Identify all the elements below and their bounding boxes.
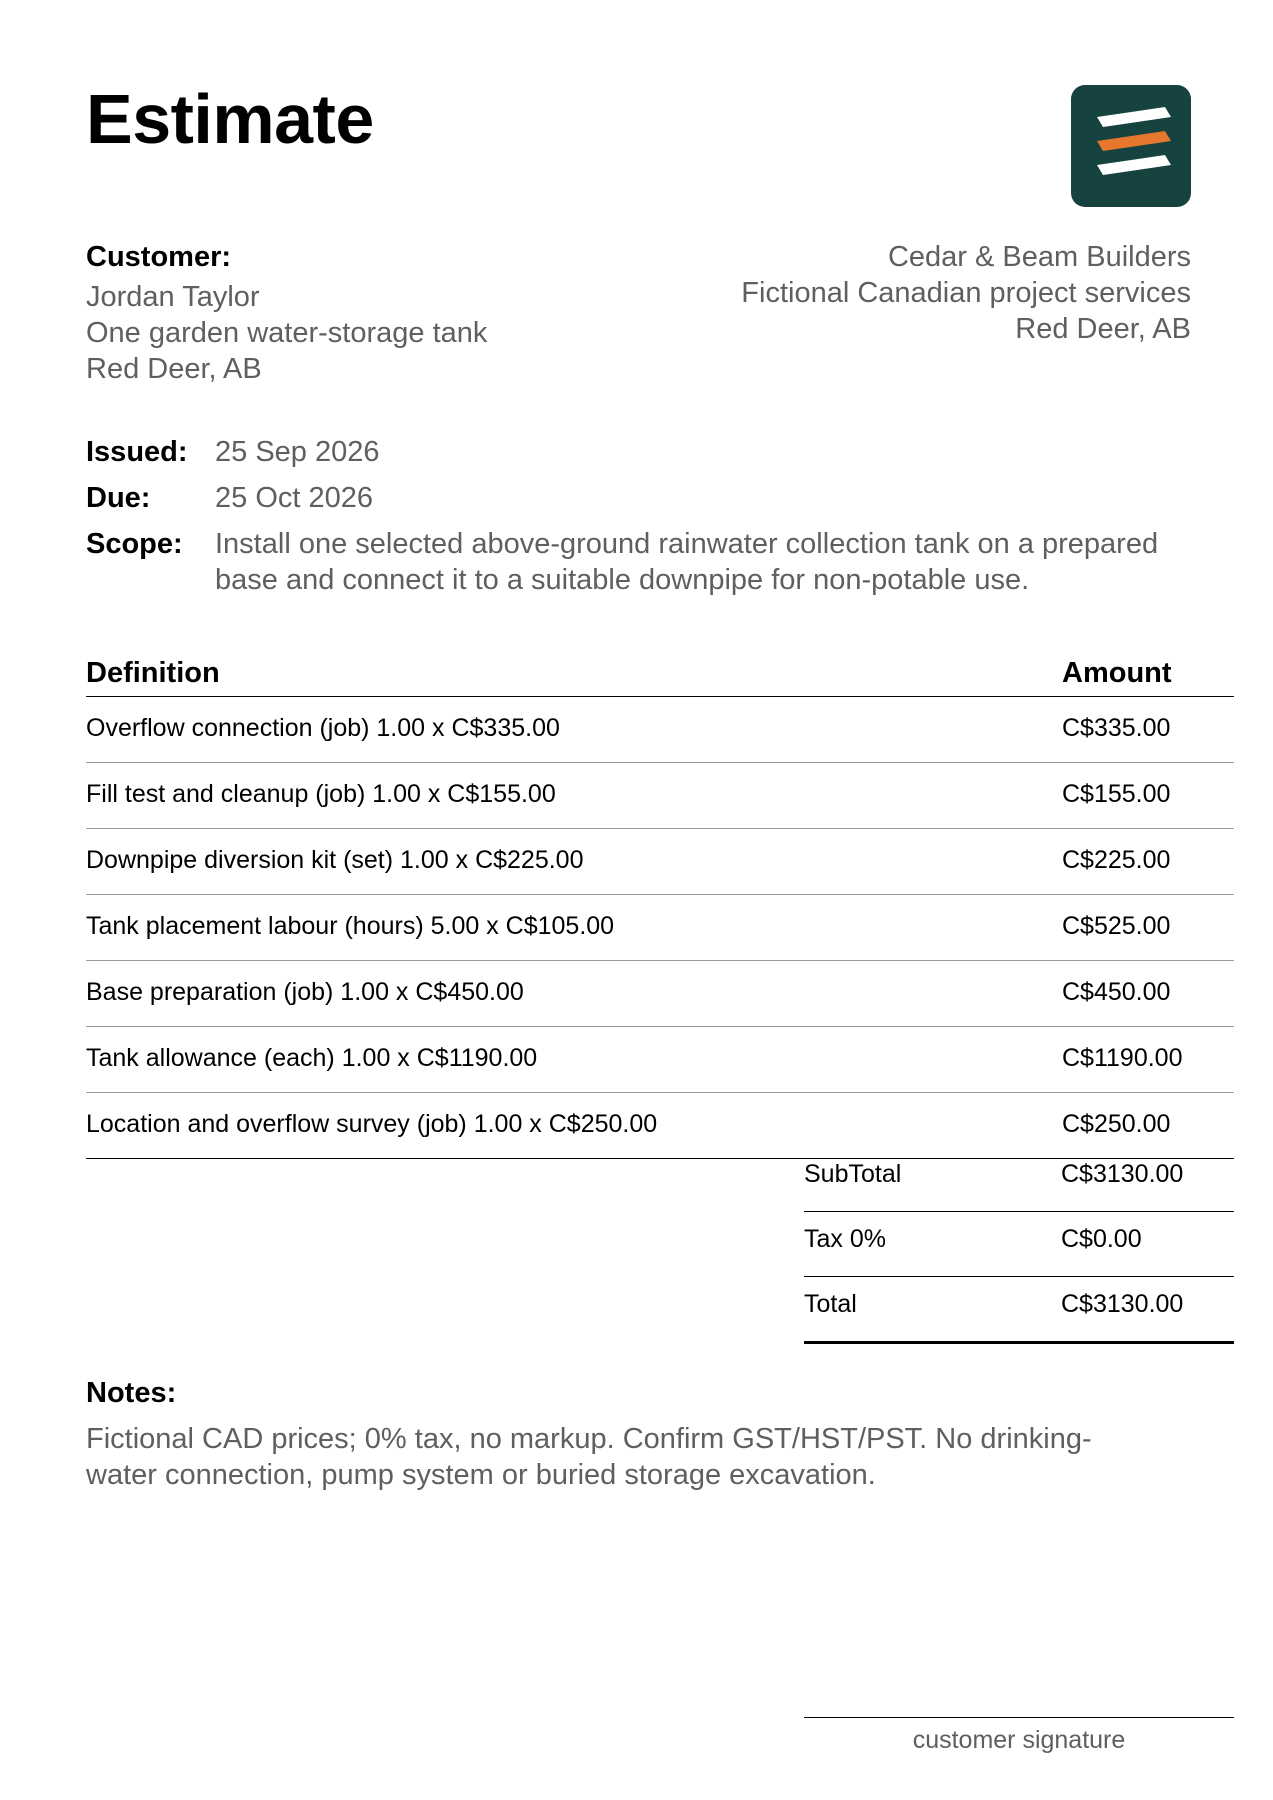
subtotal-label: SubTotal [804,1160,902,1188]
definition-header: Definition [86,657,220,689]
page-title: Estimate [86,80,374,158]
item-definition: Location and overflow survey (job) 1.00 x C$250.00 [86,1110,658,1138]
item-amount: C$525.00 [1062,912,1171,940]
item-definition: Overflow connection (job) 1.00 x C$335.00 [86,714,560,742]
item-definition: Fill test and cleanup (job) 1.00 x C$155.00 [86,780,556,808]
item-amount: C$335.00 [1062,714,1171,742]
table-row [86,829,1234,895]
amount-header: Amount [1062,657,1172,689]
tax-row [804,1212,1234,1277]
due-label: Due: [86,482,151,514]
company-logo-icon [1071,85,1191,207]
item-definition: Tank placement labour (hours) 5.00 x C$105.00 [86,912,615,940]
item-amount: C$155.00 [1062,780,1171,808]
subtotal-row [804,1147,1234,1212]
item-amount: C$1190.00 [1062,1044,1183,1072]
issued-label: Issued: [86,436,188,468]
scope-label: Scope: [86,528,183,560]
table-header [86,651,1234,697]
customer-name: Jordan Taylor [86,281,260,313]
scope-line-1: Install one selected above-ground rainwater collection tank on a prepared [215,528,1159,560]
notes-line-2: water connection, pump system or buried storage excavation. [86,1459,876,1491]
scope-row [86,526,1236,598]
item-definition: Tank allowance (each) 1.00 x C$1190.00 [86,1044,538,1072]
item-definition: Downpipe diversion kit (set) 1.00 x C$225.00 [86,846,584,874]
scope-line-2: base and connect it to a suitable downpipe for non-potable use. [215,564,1030,596]
table-row [86,763,1234,829]
item-amount: C$450.00 [1062,978,1171,1006]
notes-line-1: Fictional CAD prices; 0% tax, no markup. Confirm GST/HST/PST. No drinking- [86,1423,1092,1455]
table-row [86,895,1234,961]
estimate-meta [86,434,1236,598]
due-row [86,480,1236,526]
line-items-table [86,651,1234,1159]
total-label: Total [804,1290,857,1318]
total-value: C$3130.00 [1061,1290,1184,1318]
table-row [86,961,1234,1027]
due-date: 25 Oct 2026 [215,482,373,514]
signature-label: customer signature [912,1726,1126,1754]
item-amount: C$225.00 [1062,846,1171,874]
customer-project: One garden water-storage tank [86,317,488,349]
table-row [86,697,1234,763]
company-location: Red Deer, AB [1015,313,1191,345]
signature-line[interactable] [804,1717,1234,1718]
subtotal-value: C$3130.00 [1061,1160,1184,1188]
customer-location: Red Deer, AB [86,353,262,385]
company-block [741,239,1191,347]
notes-block [86,1375,1186,1493]
item-definition: Base preparation (job) 1.00 x C$450.00 [86,978,524,1006]
total-row [804,1277,1234,1344]
customer-block [86,239,487,387]
tax-label: Tax 0% [804,1225,886,1253]
issued-date: 25 Sep 2026 [215,436,380,468]
table-row [86,1027,1234,1093]
item-amount: C$250.00 [1062,1110,1171,1138]
issued-row [86,434,1236,480]
company-tagline: Fictional Canadian project services [741,277,1191,309]
tax-value: C$0.00 [1061,1225,1142,1253]
notes-label: Notes: [86,1377,177,1409]
totals-block [804,1147,1234,1344]
customer-label: Customer: [86,241,232,273]
company-name: Cedar & Beam Builders [887,241,1191,273]
